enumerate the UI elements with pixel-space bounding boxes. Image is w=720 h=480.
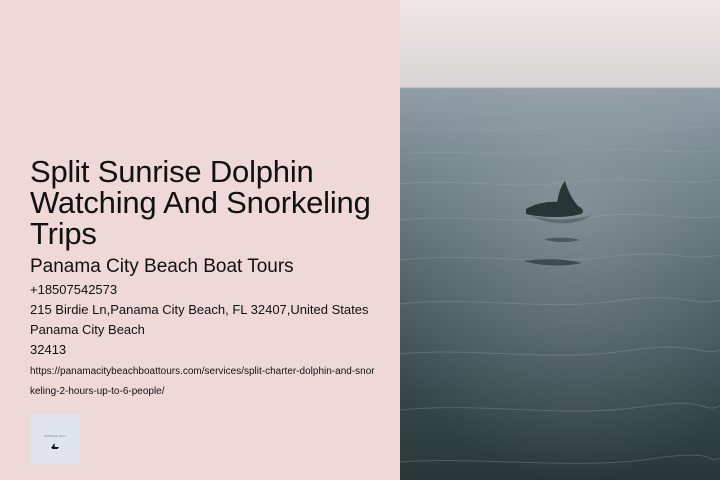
company-name: Panama City Beach Boat Tours [30, 256, 294, 277]
page-title: Split Sunrise Dolphin Watching And Snorkeling Trips [30, 154, 371, 251]
service-url-link[interactable]: https://panamacitybeachboattours.com/services/split-charter-dolphin-and-snorkeling-2-hours-up-to-6-people/ [30, 366, 375, 397]
dolphin-sea-photo [400, 0, 720, 480]
business-address: 215 Birdie Ln,Panama City Beach, FL 32407,United States [30, 302, 369, 317]
business-city: Panama City Beach [30, 322, 145, 337]
business-zip: 32413 [30, 342, 67, 357]
phone-number: +18507542573 [30, 282, 118, 297]
business-logo [30, 414, 80, 464]
boat-logo-icon [51, 443, 59, 449]
logo-text: PCB Boat Tours [44, 434, 66, 438]
